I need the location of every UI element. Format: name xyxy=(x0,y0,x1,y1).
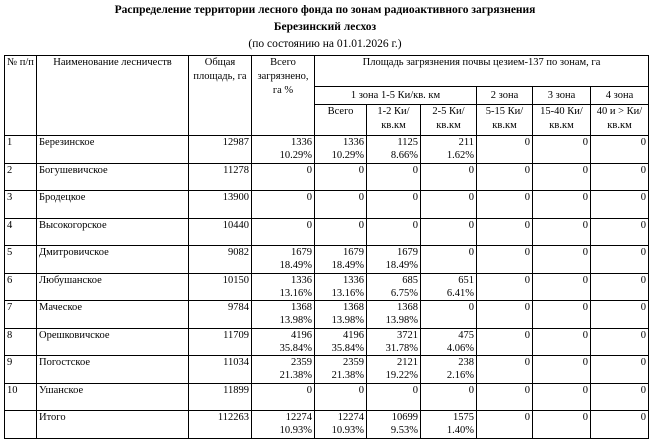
zone1-1-2: 1125 8.66% xyxy=(367,136,421,164)
zone1-1-2: 1368 13.98% xyxy=(367,301,421,329)
zone1-2-5: 0 xyxy=(421,246,477,274)
table-row xyxy=(5,136,649,164)
header-z1b: 2-5 Ки/кв.км xyxy=(421,105,477,136)
contaminated-area: 2359 21.38% xyxy=(252,356,315,384)
zone2-value: 0 xyxy=(477,328,533,356)
forestry-name: Высокогорское xyxy=(37,218,189,246)
zone1-1-2: 0 xyxy=(367,383,421,411)
zone1-1-2: 3721 31.78% xyxy=(367,328,421,356)
forestry-name: Дмитровичское xyxy=(37,246,189,274)
zone2-value: 0 xyxy=(477,218,533,246)
header-z1a: 1-2 Ки/кв.км xyxy=(367,105,421,136)
zone1-total: 0 xyxy=(315,191,367,219)
header-soil: Площадь загрязнения почвы цезием-137 по зонам, га xyxy=(315,56,649,87)
zone1-1-2: 0 xyxy=(367,163,421,191)
zone1-2-5: 0 xyxy=(421,191,477,219)
zone1-total: 1679 18.49% xyxy=(315,246,367,274)
document-title: Распределение территории лесного фонда по зонам радиоактивного загрязнения xyxy=(114,4,536,16)
zone1-2-5: 0 xyxy=(421,383,477,411)
zone1-1-2: 1679 18.49% xyxy=(367,246,421,274)
zone2-value: 0 xyxy=(477,383,533,411)
zone1-total: 4196 35.84% xyxy=(315,328,367,356)
header-zone2: 2 зона xyxy=(477,87,533,105)
zone2-value: 0 xyxy=(477,191,533,219)
zone3-value: 0 xyxy=(533,218,591,246)
forestry-name: Погостское xyxy=(37,356,189,384)
contaminated-area: 4196 35.84% xyxy=(252,328,315,356)
zone2-value: 0 xyxy=(477,246,533,274)
table-row xyxy=(5,383,649,411)
table-row xyxy=(5,356,649,384)
zone2-value: 0 xyxy=(477,273,533,301)
forestry-name: Бродецкое xyxy=(37,191,189,219)
header-zone1: 1 зона 1-5 Ки/кв. км xyxy=(315,87,477,105)
zone1-total: 1368 13.98% xyxy=(315,301,367,329)
total-area: 10150 xyxy=(189,273,252,301)
document-header xyxy=(0,0,650,53)
zone4-value: 0 xyxy=(591,218,649,246)
header-zone4: 4 зона xyxy=(591,87,649,105)
zone3-value: 0 xyxy=(533,383,591,411)
total-area: 9082 xyxy=(189,246,252,274)
header-z2: 5-15 Ки/кв.км xyxy=(477,105,533,136)
date-note: (по состоянию на 01.01.2026 г.) xyxy=(248,38,402,50)
zone1-total: 2359 21.38% xyxy=(315,356,367,384)
zone3-value: 0 xyxy=(533,301,591,329)
row-number: 3 xyxy=(5,191,37,219)
zone2-value: 0 xyxy=(477,356,533,384)
header-area: Общая площадь, га xyxy=(189,56,252,136)
zone4-value: 0 xyxy=(591,246,649,274)
table-row xyxy=(5,163,649,191)
zone1-1-2: 0 xyxy=(367,191,421,219)
header-total: Всего xyxy=(315,105,367,136)
total-area: 11278 xyxy=(189,163,252,191)
zone1-total: 1336 13.16% xyxy=(315,273,367,301)
zone4-value: 0 xyxy=(591,163,649,191)
zone3-value: 0 xyxy=(533,246,591,274)
contaminated-area: 0 xyxy=(252,163,315,191)
zone1-2-5: 651 6.41% xyxy=(421,273,477,301)
zone4-value: 0 xyxy=(591,383,649,411)
zone4-value: 0 xyxy=(591,301,649,329)
zone2-value: 0 xyxy=(477,411,533,439)
zone2-value: 0 xyxy=(477,163,533,191)
forestry-name: Итого xyxy=(37,411,189,439)
forestry-name: Березинское xyxy=(37,136,189,164)
forestry-name: Орешковичское xyxy=(37,328,189,356)
contaminated-area: 0 xyxy=(252,383,315,411)
zone2-value: 0 xyxy=(477,301,533,329)
contamination-table xyxy=(4,55,649,439)
zone1-2-5: 475 4.06% xyxy=(421,328,477,356)
row-number: 7 xyxy=(5,301,37,329)
zone3-value: 0 xyxy=(533,328,591,356)
zone4-value: 0 xyxy=(591,411,649,439)
zone3-value: 0 xyxy=(533,356,591,384)
total-area: 9784 xyxy=(189,301,252,329)
zone3-value: 0 xyxy=(533,411,591,439)
zone1-total: 0 xyxy=(315,383,367,411)
contaminated-area: 1336 13.16% xyxy=(252,273,315,301)
forestry-name: Богушевичское xyxy=(37,163,189,191)
forestry-name: Ушанское xyxy=(37,383,189,411)
row-number: 8 xyxy=(5,328,37,356)
zone3-value: 0 xyxy=(533,163,591,191)
zone3-value: 0 xyxy=(533,273,591,301)
contaminated-area: 1336 10.29% xyxy=(252,136,315,164)
row-number: 4 xyxy=(5,218,37,246)
header-z4: 40 и > Ки/кв.км xyxy=(591,105,649,136)
zone1-1-2: 10699 9.53% xyxy=(367,411,421,439)
zone4-value: 0 xyxy=(591,136,649,164)
zone1-2-5: 0 xyxy=(421,218,477,246)
total-area: 112263 xyxy=(189,411,252,439)
total-area: 11034 xyxy=(189,356,252,384)
row-number: 2 xyxy=(5,163,37,191)
zone2-value: 0 xyxy=(477,136,533,164)
total-area: 13900 xyxy=(189,191,252,219)
table-row xyxy=(5,273,649,301)
table-row xyxy=(5,218,649,246)
zone1-total: 0 xyxy=(315,218,367,246)
row-number: 1 xyxy=(5,136,37,164)
zone4-value: 0 xyxy=(591,328,649,356)
total-area: 11899 xyxy=(189,383,252,411)
document-subtitle: Березинский лесхоз xyxy=(273,21,377,33)
contaminated-area: 0 xyxy=(252,191,315,219)
header-no: № п/п xyxy=(5,56,37,136)
total-area: 12987 xyxy=(189,136,252,164)
zone3-value: 0 xyxy=(533,136,591,164)
total-area: 10440 xyxy=(189,218,252,246)
zone1-1-2: 685 6.75% xyxy=(367,273,421,301)
zone1-1-2: 0 xyxy=(367,218,421,246)
table-row xyxy=(5,246,649,274)
row-number: 5 xyxy=(5,246,37,274)
zone1-total: 12274 10.93% xyxy=(315,411,367,439)
zone1-2-5: 211 1.62% xyxy=(421,136,477,164)
contaminated-area: 0 xyxy=(252,218,315,246)
header-name: Наименование лесничеств xyxy=(37,56,189,136)
header-contaminated: Всего загрязнено, га % xyxy=(252,56,315,136)
header-zone3: 3 зона xyxy=(533,87,591,105)
zone1-total: 0 xyxy=(315,163,367,191)
contaminated-area: 1368 13.98% xyxy=(252,301,315,329)
total-area: 11709 xyxy=(189,328,252,356)
contaminated-area: 12274 10.93% xyxy=(252,411,315,439)
zone4-value: 0 xyxy=(591,273,649,301)
row-number: 9 xyxy=(5,356,37,384)
row-number: 6 xyxy=(5,273,37,301)
forestry-name: Любушанское xyxy=(37,273,189,301)
row-number xyxy=(5,411,37,439)
zone3-value: 0 xyxy=(533,191,591,219)
zone1-1-2: 2121 19.22% xyxy=(367,356,421,384)
zone1-2-5: 1575 1.40% xyxy=(421,411,477,439)
zone1-2-5: 0 xyxy=(421,163,477,191)
table-row xyxy=(5,191,649,219)
row-number: 10 xyxy=(5,383,37,411)
zone1-2-5: 0 xyxy=(421,301,477,329)
zone4-value: 0 xyxy=(591,356,649,384)
zone4-value: 0 xyxy=(591,191,649,219)
table-row xyxy=(5,411,649,439)
table-row xyxy=(5,301,649,329)
header-z3: 15-40 Ки/кв.км xyxy=(533,105,591,136)
contaminated-area: 1679 18.49% xyxy=(252,246,315,274)
table-row xyxy=(5,328,649,356)
zone1-2-5: 238 2.16% xyxy=(421,356,477,384)
forestry-name: Маческое xyxy=(37,301,189,329)
zone1-total: 1336 10.29% xyxy=(315,136,367,164)
